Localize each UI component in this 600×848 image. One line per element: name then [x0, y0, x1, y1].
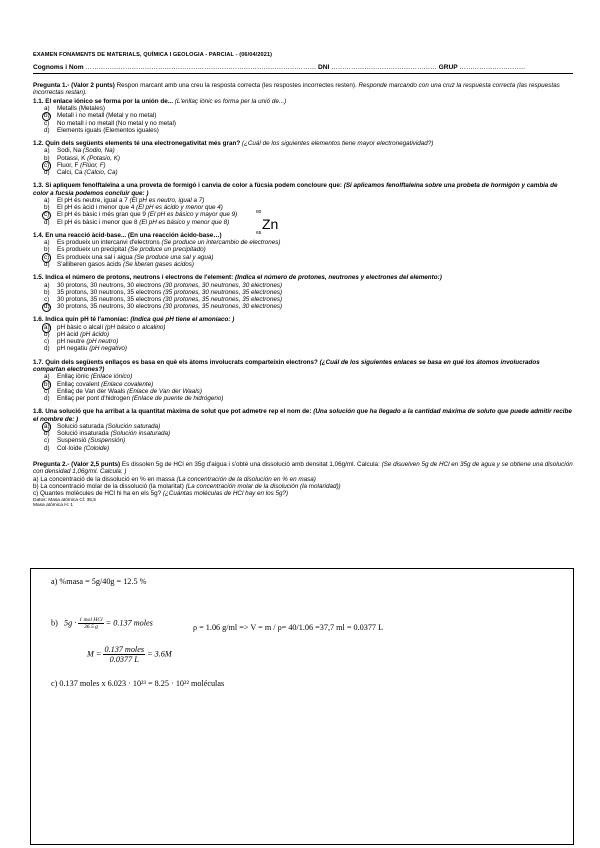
- answer-b-label: b): [51, 618, 58, 628]
- question-2-part-c: c) Quantes molècules de HCl hi ha en els 5g? (¿Cuántas moléculas de HCl hay en los 5g?): [33, 490, 289, 498]
- option-8-b[interactable]: [33, 430, 573, 437]
- question-1-5: [33, 274, 573, 310]
- option-letter: c): [44, 338, 50, 346]
- answer-c: c) 0.137 moles x 6.023 · 10²³ = 8.25 · 10²² moléculas: [51, 679, 225, 688]
- option-text: 30 protons, 30 neutrons, 30 electrons: [57, 281, 162, 289]
- option-letter: b): [44, 380, 50, 388]
- option-text-es: (Se produce una sal y agua): [134, 253, 214, 261]
- option-text: pH bàsic o alcalí: [57, 323, 104, 331]
- option-text-es: (El pH es básico y mayor que 9): [147, 211, 238, 219]
- answer-b-denominator: 36.5 g: [83, 624, 98, 630]
- option-text-es: (El pH es neutro, igual a 7): [129, 197, 205, 205]
- option-text-es: (El pH es básico y menor que 8): [139, 218, 230, 226]
- option-text: El pH és neutre, igual a 7: [57, 197, 128, 205]
- option-6-b[interactable]: [33, 331, 573, 338]
- option-text: Es produeix un precipitat: [57, 246, 127, 254]
- header-divider: [33, 73, 573, 74]
- molarity-numerator: 0.137 moles: [104, 645, 145, 654]
- option-text: 30 protons, 35 neutrons, 30 electrons: [57, 303, 162, 311]
- option-1-b[interactable]: [33, 112, 573, 119]
- question-1-instructions: Respon marcant amb una creu la resposta correcta (les respostes incorrectes resten).: [116, 82, 357, 89]
- option-letter: d): [44, 169, 50, 177]
- question-1-1: [33, 98, 573, 134]
- option-letter: d): [44, 345, 50, 353]
- option-4-a[interactable]: [33, 239, 573, 246]
- option-text: Fluor, F: [57, 161, 79, 169]
- option-letter: b): [44, 430, 50, 438]
- option-text-es: (Flúor, F): [80, 161, 106, 169]
- option-letter: b): [44, 330, 50, 338]
- option-letter: a): [44, 281, 50, 289]
- option-text: Metall i no metall (Metal y no metal): [57, 112, 157, 120]
- option-letter: c): [44, 253, 50, 261]
- answer-b-numerator: 1 mol HCl: [79, 617, 103, 623]
- option-letter: c): [44, 161, 50, 169]
- option-letter: c): [44, 387, 50, 395]
- answer-box[interactable]: [30, 568, 574, 845]
- option-text: Enllaç covalent: [57, 380, 100, 388]
- question-1-6: [33, 316, 573, 352]
- option-7-a[interactable]: [33, 373, 573, 380]
- molarity-label: M =: [87, 649, 102, 659]
- question-1-intro: [33, 82, 573, 97]
- question-2: [33, 461, 573, 509]
- question-1-5-stem: 1.5. Indica el número de protons, neutrons i electrons de l'element: (Indica el número de protones, neutrones y electrones del elemento:): [33, 274, 442, 282]
- option-text: Enllaç de Van der Waals: [57, 387, 126, 395]
- question-1-6-stem: 1.6. Indica quin pH té l'amoníac: (Indica qué pH tiene el amoníaco: ): [33, 316, 235, 324]
- option-text: Solució saturada: [57, 422, 104, 430]
- answer-b: [51, 617, 153, 630]
- option-6-d[interactable]: [33, 345, 573, 352]
- option-text-es: (30 protones, 30 neutrones, 30 electrones): [163, 281, 283, 289]
- option-text-es: (30 protones, 35 neutrones, 30 electrones): [163, 303, 283, 311]
- option-text-es: (pH negativo): [89, 345, 128, 353]
- option-5-c[interactable]: [33, 296, 573, 303]
- exam-title: EXAMEN FONAMENTS DE MATERIALS, QUÍMICA I GEOLOGIA - PARCIAL - (06/04/2021): [33, 52, 273, 58]
- option-2-a[interactable]: [33, 147, 573, 154]
- option-text: Solució insaturada: [57, 430, 109, 438]
- option-letter: b): [44, 246, 50, 254]
- molarity-fraction: [103, 645, 145, 664]
- question-1-8: [33, 408, 573, 452]
- option-text-es: (Coloide): [83, 444, 110, 452]
- option-8-d[interactable]: [33, 445, 573, 452]
- option-text: Suspensió: [57, 437, 87, 445]
- molarity-denominator: 0.0377 L: [109, 655, 139, 664]
- question-2-data-2: Masa atómica H: 1: [33, 503, 73, 509]
- option-text-es: (Solución insaturada): [110, 430, 171, 438]
- option-text-es: (pH ácido): [80, 330, 110, 338]
- molarity-result: = 3.6M: [147, 649, 172, 659]
- option-text: Es produeix una sal i aigua: [57, 253, 133, 261]
- option-text: Es produeix un intercanvi d'electrons: [57, 239, 160, 247]
- option-text: Sodi, Na: [57, 147, 82, 155]
- option-text: El pH és bàsic i menor que 8: [57, 218, 138, 226]
- option-letter: b): [44, 154, 50, 162]
- atomic-number: 65: [256, 231, 262, 236]
- option-text-es: (El pH es ácido y menor que 4): [136, 204, 223, 212]
- option-2-b[interactable]: [33, 155, 573, 162]
- question-1-2-stem: 1.2. Quin dels següents elements té una electronegativitat més gran? (¿Cuál de los siguientes elementos tiene mayor electronegatividad?): [33, 140, 434, 148]
- option-letter: d): [44, 303, 50, 311]
- option-1-a[interactable]: [33, 105, 573, 112]
- option-3-a[interactable]: [33, 197, 573, 204]
- option-text: S'alliberen gasos àcids: [57, 260, 122, 268]
- option-text-es: (Enlace iónico): [90, 373, 133, 381]
- option-4-b[interactable]: [33, 246, 573, 253]
- option-text: pH neutre: [57, 338, 85, 346]
- question-1-4-stem: 1.4. En una reacció àcid-base... (En una reacción ácido-base…): [33, 231, 222, 239]
- question-1-instructions-es: Responde marcando con una cruz la respuesta correcta (las respuestas incorrectas restan).: [33, 82, 560, 97]
- option-text-es: (Enlace de Van der Waals): [127, 387, 202, 395]
- question-2-part-b: b) La concentració molar de la dissolució (la molaritat) (La concentración molar de la disolución (la molaridad)): [33, 483, 341, 490]
- option-letter: c): [44, 295, 50, 303]
- option-letter: a): [44, 197, 50, 205]
- option-letter: a): [44, 105, 50, 113]
- option-2-c[interactable]: [33, 162, 573, 169]
- option-text: 30 protons, 35 neutrons, 35 electrons: [57, 295, 162, 303]
- answer-b-density: ρ = 1.06 g/ml => V = m / ρ= 40/1.06 =37,7 ml = 0.0377 L: [193, 623, 384, 632]
- option-letter: a): [44, 323, 50, 331]
- option-text-es: (Solución saturada): [105, 422, 161, 430]
- question-1-7-stem: 1.7. Quin dels següents enllaços es basa en què els àtoms involucrats comparteixin electrons? (¿Cuál de los siguientes enlaces se basa en qué los átomos involucrados compartan electrones?): [33, 358, 540, 373]
- option-4-c[interactable]: [33, 254, 573, 261]
- dni-field[interactable]: …………………………………………: [331, 64, 437, 71]
- mass-number: 80: [256, 210, 262, 215]
- option-letter: d): [44, 126, 50, 134]
- option-text-es: (Se liberan gases ácidos): [122, 260, 195, 268]
- option-text-es: (Se produce un intercambio de electrones): [161, 239, 281, 247]
- question-1-4: [33, 232, 573, 268]
- option-text: Calci, Ca: [57, 169, 83, 177]
- question-1-3-stem: 1.3. Si apliquem fenolftaleïna a una proveta de formigó i canvia de color a fúcsia podem concloure que: (Si aplicamos fenolftaleína sobre una probeta de hormigón y cambia de color a fucsia podemos concluir que: ): [33, 182, 558, 197]
- option-text-es: (Enlace covalente): [101, 380, 154, 388]
- option-letter: c): [44, 119, 50, 127]
- question-1-title: Pregunta 1.- (Valor 2 punts): [33, 82, 115, 89]
- student-info-line: [33, 64, 573, 71]
- group-field[interactable]: …………………………: [459, 64, 526, 71]
- option-text: Enllaç per pont d'hidrogen: [57, 394, 130, 402]
- option-letter: a): [44, 147, 50, 155]
- option-text-es: (35 protones, 30 neutrones, 35 electrones): [163, 288, 283, 296]
- option-8-c[interactable]: [33, 437, 573, 444]
- question-1-2: [33, 140, 573, 176]
- option-letter: c): [44, 211, 50, 219]
- option-text-es: (Sodio, Na): [82, 147, 115, 155]
- question-2-statement-es: (Se disuelven 5g de HCl en 35g de agua y se obtiene una disolución con densidad 1,06g/ml. Calcula: ): [33, 460, 573, 476]
- option-text-es: (Suspensión): [88, 437, 126, 445]
- option-text: Elements iguals (Elementos iguales): [57, 126, 159, 134]
- option-7-b[interactable]: [33, 381, 573, 388]
- question-2-title: Pregunta 2.- (Valor 2,5 punts): [33, 460, 121, 468]
- question-1-items: [33, 98, 573, 452]
- option-7-d[interactable]: [33, 395, 573, 402]
- answer-molarity: [87, 645, 172, 664]
- option-letter: d): [44, 260, 50, 268]
- name-field[interactable]: ……………………………………………………………………………………………: [85, 64, 317, 71]
- answer-a: a) %masa = 5g/40g = 12.5 %: [51, 577, 147, 586]
- option-3-b[interactable]: [33, 204, 573, 211]
- option-text: Potassi, K: [57, 154, 86, 162]
- question-2-part-a: a) La concentració de la dissolució en % en massa (La concentración de la disolución en % en masa): [33, 475, 316, 483]
- option-3-c[interactable]: [33, 211, 573, 218]
- option-letter: d): [44, 444, 50, 452]
- option-text: El pH és bàsic i més gran que 9: [57, 211, 146, 219]
- option-text-es: (30 protones, 35 neutrones, 35 electrones): [163, 295, 283, 303]
- option-2-d[interactable]: [33, 169, 573, 176]
- option-5-b[interactable]: [33, 289, 573, 296]
- option-text: pH àcid: [57, 330, 79, 338]
- option-text-es: (Se produce un precipitado): [128, 246, 206, 254]
- group-label: GRUP: [438, 64, 458, 71]
- option-text-es: (pH básico o alcalino): [104, 323, 166, 331]
- answer-b-factor: 5g ·: [63, 618, 77, 628]
- option-letter: d): [44, 218, 50, 226]
- option-letter: a): [44, 422, 50, 430]
- question-1-1-stem: 1.1. El enlace iónico se forma por la unión de... (L'enllaç iònic es forma per la unió de...): [33, 97, 287, 105]
- question-2-data-1: Datos: Masa atómica Cl: 35,5: [33, 497, 96, 503]
- option-letter: c): [44, 437, 50, 445]
- option-text-es: (Enlace de puente de hidrógeno): [131, 394, 224, 402]
- option-6-c[interactable]: [33, 338, 573, 345]
- option-text: pH negatiu: [57, 345, 88, 353]
- option-letter: d): [44, 394, 50, 402]
- answer-b-result: = 0.137 moles: [105, 618, 153, 628]
- exam-page: [33, 52, 573, 509]
- option-letter: a): [44, 239, 50, 247]
- option-7-c[interactable]: [33, 388, 573, 395]
- answer-b-fraction: [78, 617, 103, 630]
- option-text-es: (Calcio, Ca): [84, 169, 118, 177]
- option-text: Enllaç iònic: [57, 373, 89, 381]
- option-text: 35 protons, 30 neutrons, 35 electrons: [57, 288, 162, 296]
- option-1-c[interactable]: [33, 120, 573, 127]
- option-4-d[interactable]: [33, 261, 573, 268]
- option-text: Metalls (Metales): [57, 105, 105, 113]
- option-letter: b): [44, 112, 50, 120]
- option-text: El pH és àcid i menor que 4: [57, 204, 135, 212]
- question-1-3: [33, 182, 573, 226]
- option-5-d[interactable]: [33, 303, 573, 310]
- name-label: Cognoms i Nom: [33, 64, 84, 71]
- element-symbol: Zn: [262, 216, 279, 232]
- question-1-7: [33, 359, 573, 403]
- option-letter: b): [44, 288, 50, 296]
- question-2-statement: Es dissolen 5g de HCl en 35g d'aigua i s'obté una dissolució amb densitat 1,06g/ml. Calcula:: [121, 460, 380, 468]
- option-8-a[interactable]: [33, 423, 573, 430]
- option-text-es: (pH neutro): [86, 338, 119, 346]
- dni-label: DNI: [318, 64, 330, 71]
- option-letter: a): [44, 373, 50, 381]
- question-1-8-stem: 1.8. Una solució que ha arribat a la quantitat màxima de solut que pot admetre rep el nom de: (Una solución que ha llegado a la cantidad máxima de soluto que puede admitir recibe el nombre de: ): [33, 408, 572, 423]
- option-letter: b): [44, 204, 50, 212]
- option-1-d[interactable]: [33, 127, 573, 134]
- option-3-d[interactable]: [33, 219, 573, 226]
- option-text: Col·loide: [57, 444, 82, 452]
- option-text: No metall i no metall (No metal y no metal): [57, 119, 176, 127]
- option-5-a[interactable]: [33, 282, 573, 289]
- option-6-a[interactable]: [33, 324, 573, 331]
- option-text-es: (Potasio, K): [87, 154, 121, 162]
